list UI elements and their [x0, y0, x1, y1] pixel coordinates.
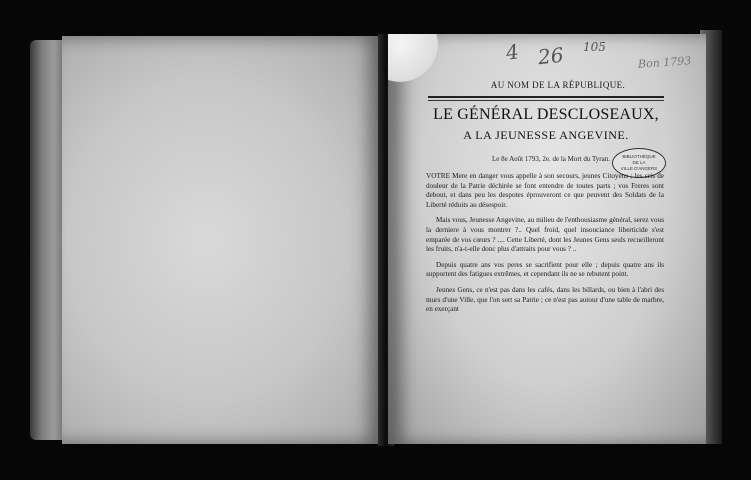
- paragraph: Depuis quatre ans vos peres se sacrifient pour elle ; depuis quatre ans ils supportent des fatigues extrêmes, et cependant ils ne se rebutent point.: [426, 260, 664, 279]
- stamp-text: VILLE D'ANGERS: [620, 166, 658, 171]
- paragraph: Mais vous, Jeunesse Angevine, au milieu de l'enthousiasme général, serez vous la derniere à vous montrer ?.. Quel froid, quel insouciance liberticide s'est emparée de vos cœurs ? .... Cette Liberté, dont les Jeunes Gens seuls recueilleront les fruits, n'a-t-elle donc plus d'attraits pour vous ? ..: [426, 216, 664, 254]
- handwritten-mark: Bon 1793: [637, 54, 692, 71]
- stamp-text: BIBLIOTHÈQUE: [622, 154, 656, 159]
- page-header: AU NOM DE LA RÉPUBLIQUE.: [490, 80, 626, 90]
- handwritten-mark: 4: [504, 39, 521, 65]
- torn-corner: [388, 34, 448, 84]
- dateline: Le 8e Août 1793, 2e. de la Mort du Tyran.: [492, 155, 610, 163]
- divider: [428, 100, 664, 101]
- paragraph: Jeunes Gens, ce n'est pas dans les cafés, dans les billards, ou bien à l'abri des murs d'une Ville, que l'on sert sa Patrie ; ce n'est pas autour d'une table de marbre, en exerçant: [426, 285, 664, 314]
- paragraph: VOTRE Mere en danger vous appelle à son secours, jeunes Citoyens ; les cris de douleur de la Patrie déchirée se font entendre de toutes parts ; vos Freres sont debout, et dans peu les despotes éprouveront ce que peuvent des Soldats de la Liberté réduits au désespoir.: [426, 172, 664, 209]
- divider: [428, 96, 664, 98]
- left-blank-page: [62, 36, 384, 444]
- handwritten-mark: 26: [536, 42, 565, 70]
- page-title: LE GÉNÉRAL DESCLOSEAUX,: [433, 106, 659, 123]
- stamp-text: DE LA: [632, 160, 646, 165]
- handwritten-mark: 105: [583, 40, 606, 54]
- body-text: [426, 172, 664, 321]
- page-subtitle: A LA JEUNESSE ANGEVINE.: [463, 128, 629, 142]
- right-printed-page: [388, 34, 706, 444]
